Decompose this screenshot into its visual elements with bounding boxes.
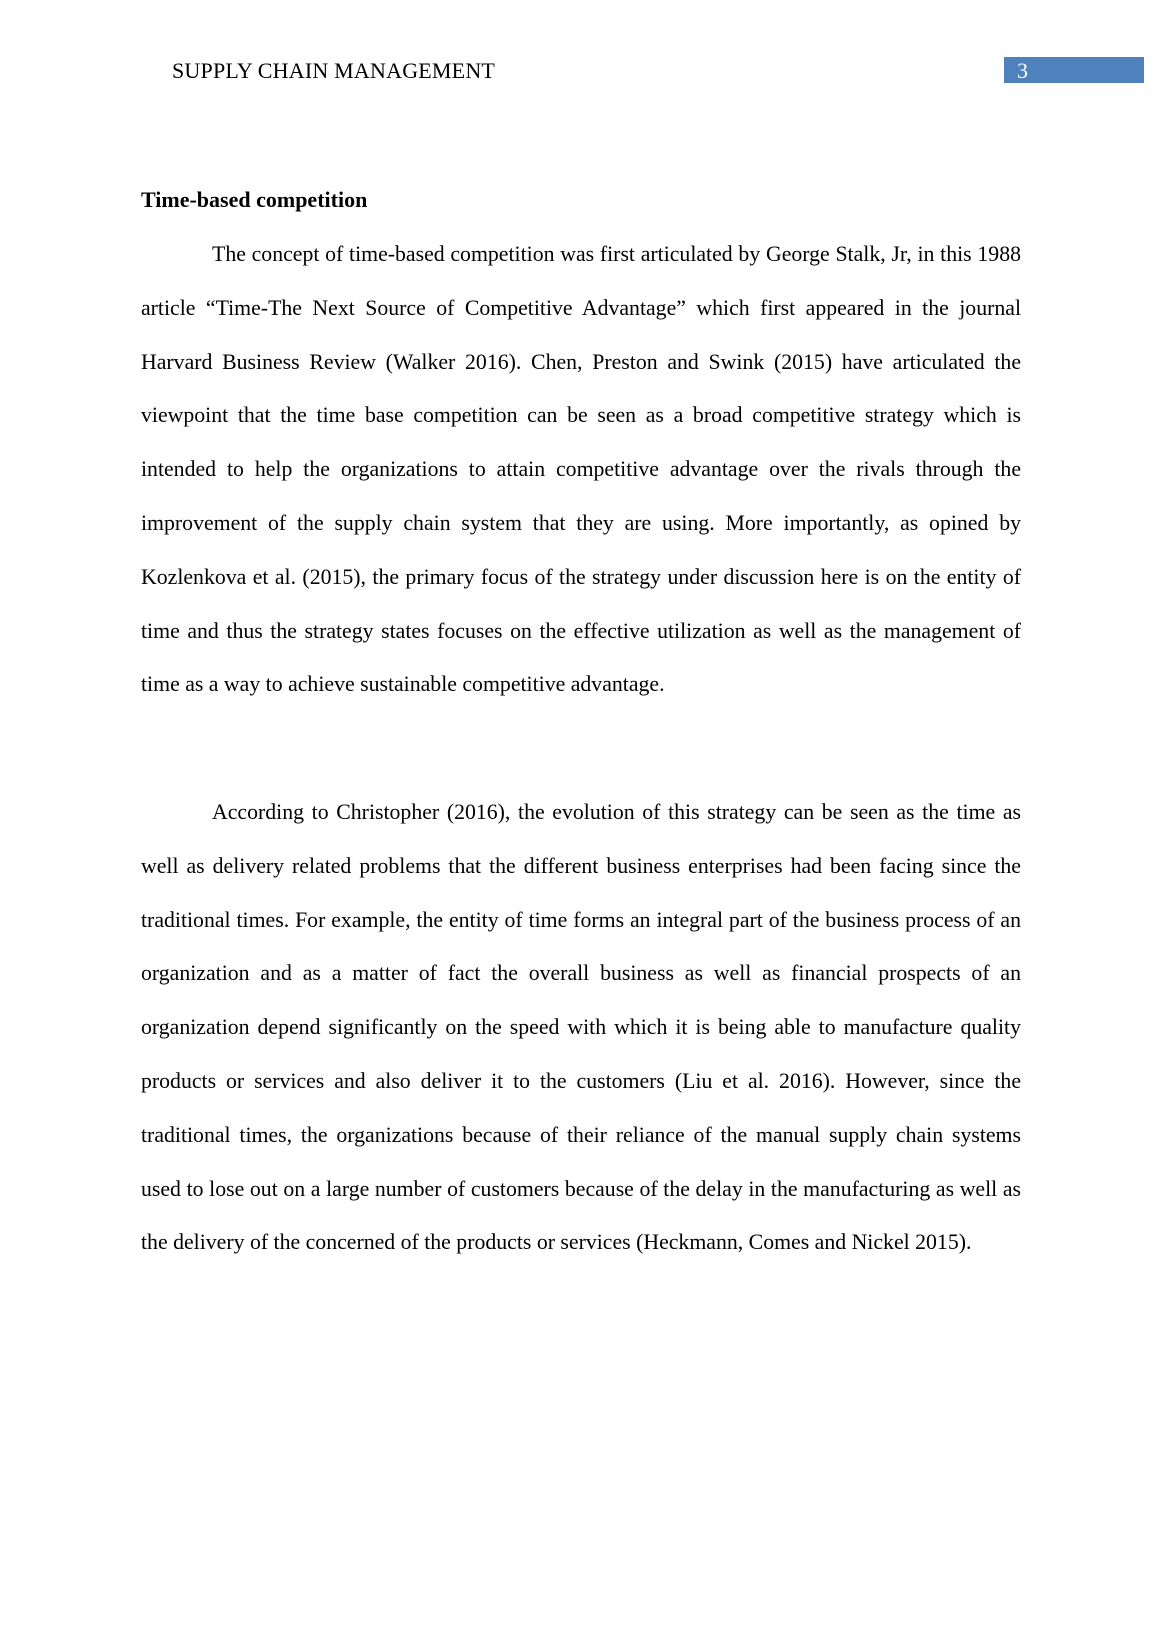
page-number-badge (1004, 57, 1144, 83)
body-paragraph: The concept of time-based competition was first articulated by George Stalk, Jr, in this 1988 article “Time-The Next Source of Competitive Advantage” which first appeared in the journal Harvard Business Review (Walker 2016). Chen, Preston and Swink (2015) have articulated the viewpoint that the time base competition can be seen as a broad competitive strategy which is intended to help the organizations to attain competitive advantage over the rivals through the improvement of the supply chain system that they are using. More importantly, as opined by Kozlenkova et al. (2015), the primary focus of the strategy under discussion here is on the entity of time and thus the strategy states focuses on the effective utilization as well as the management of time as a way to achieve sustainable competitive advantage. (141, 242, 1021, 697)
body-paragraph: According to Christopher (2016), the evolution of this strategy can be seen as the time as well as delivery related problems that the different business enterprises had been facing since the traditional times. For example, the entity of time forms an integral part of the business process of an organization and as a matter of fact the overall business as well as financial prospects of an organization depend significantly on the speed with which it is being able to manufacture quality products or services and also deliver it to the customers (Liu et al. 2016). However, since the traditional times, the organizations because of their reliance of the manual supply chain systems used to lose out on a large number of customers because of the delay in the manufacturing as well as the delivery of the concerned of the products or services (Heckmann, Comes and Nickel 2015). (141, 800, 1021, 1255)
page-number: 3 (1017, 58, 1028, 83)
section-heading: Time-based competition (141, 187, 368, 212)
running-head: SUPPLY CHAIN MANAGEMENT (172, 58, 496, 83)
